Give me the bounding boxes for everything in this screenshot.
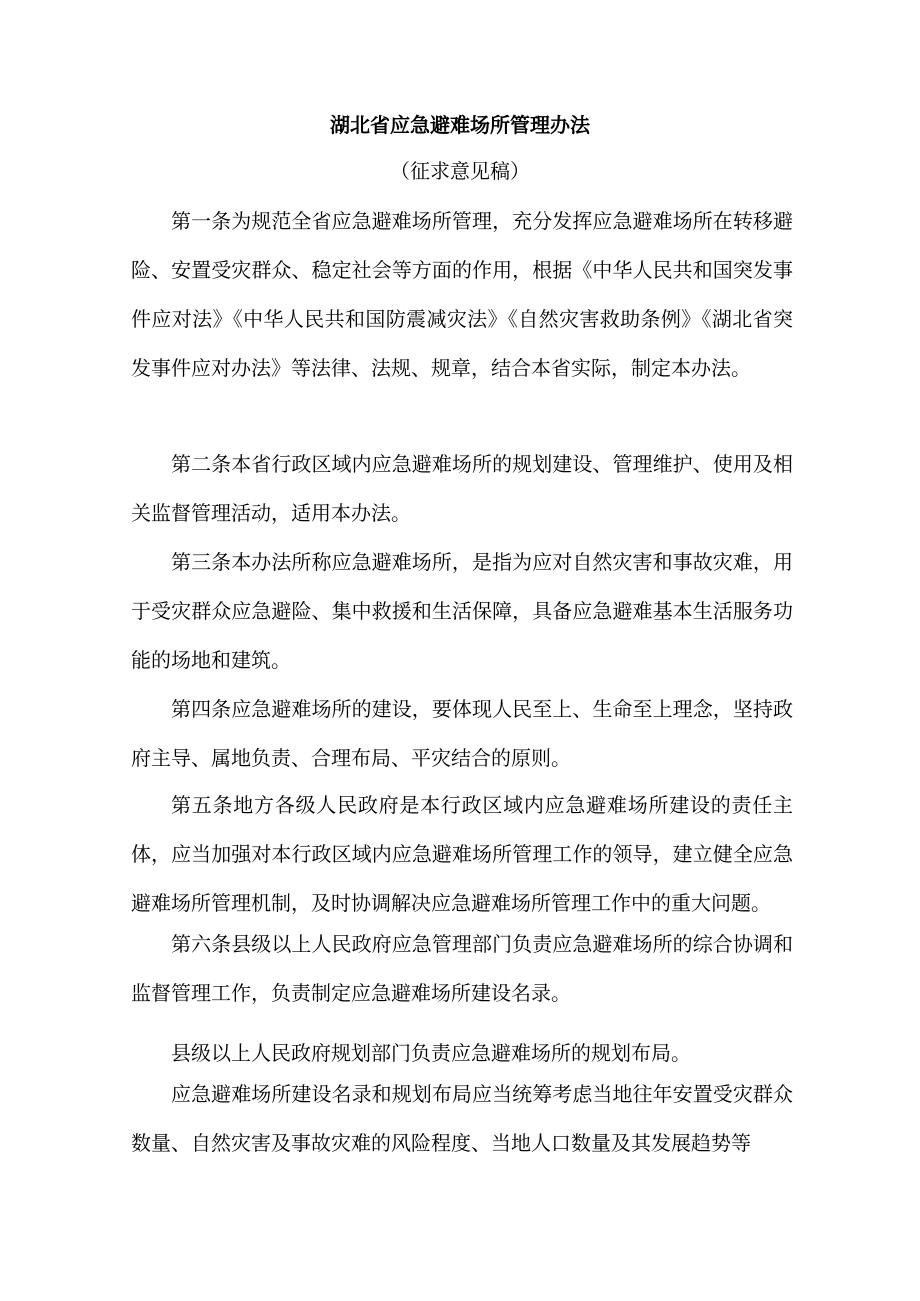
document-subtitle: （征求意见稿）	[390, 159, 530, 183]
paragraph-planning-department: 县级以上人民政府规划部门负责应急避难场所的规划布局。	[171, 1041, 691, 1065]
paragraph-article-1: 第一条为规范全省应急避难场所管理，充分发挥应急避难场所在转移避险、安置受灾群众、稳定社会等方面的作用，根据《中华人民共和国突发事件应对法》《中华人民共和国防震减灾法》《自然灾害救助条例》《湖北省突发事件应对办法》等法律、法规、规章，结合本省实际，制定本办法。	[131, 209, 793, 380]
paragraph-directory-planning: 应急避难场所建设名录和规划布局应当统筹考虑当地往年安置受灾群众数量、自然灾害及事故灾难的风险程度、当地人口数量及其发展趋势等	[131, 1082, 793, 1155]
paragraph-article-3: 第三条本办法所称应急避难场所，是指为应对自然灾害和事故灾难，用于受灾群众应急避险、集中救援和生活保障，具备应急避难基本生活服务功能的场地和建筑。	[131, 550, 793, 672]
paragraph-article-6: 第六条县级以上人民政府应急管理部门负责应急避难场所的综合协调和监督管理工作，负责制定应急避难场所建设名录。	[131, 932, 793, 1005]
paragraph-article-4: 第四条应急避难场所的建设，要体现人民至上、生命至上理念，坚持政府主导、属地负责、合理布局、平灾结合的原则。	[131, 697, 793, 770]
document-title: 湖北省应急避难场所管理办法	[330, 113, 590, 137]
paragraph-article-5: 第五条地方各级人民政府是本行政区域内应急避难场所建设的责任主体，应当加强对本行政区域内应急避难场所管理工作的领导，建立健全应急避难场所管理机制，及时协调解决应急避难场所管理工作中的重大问题。	[131, 793, 793, 915]
paragraph-article-2: 第二条本省行政区域内应急避难场所的规划建设、管理维护、使用及相关监督管理活动，适用本办法。	[131, 452, 793, 525]
